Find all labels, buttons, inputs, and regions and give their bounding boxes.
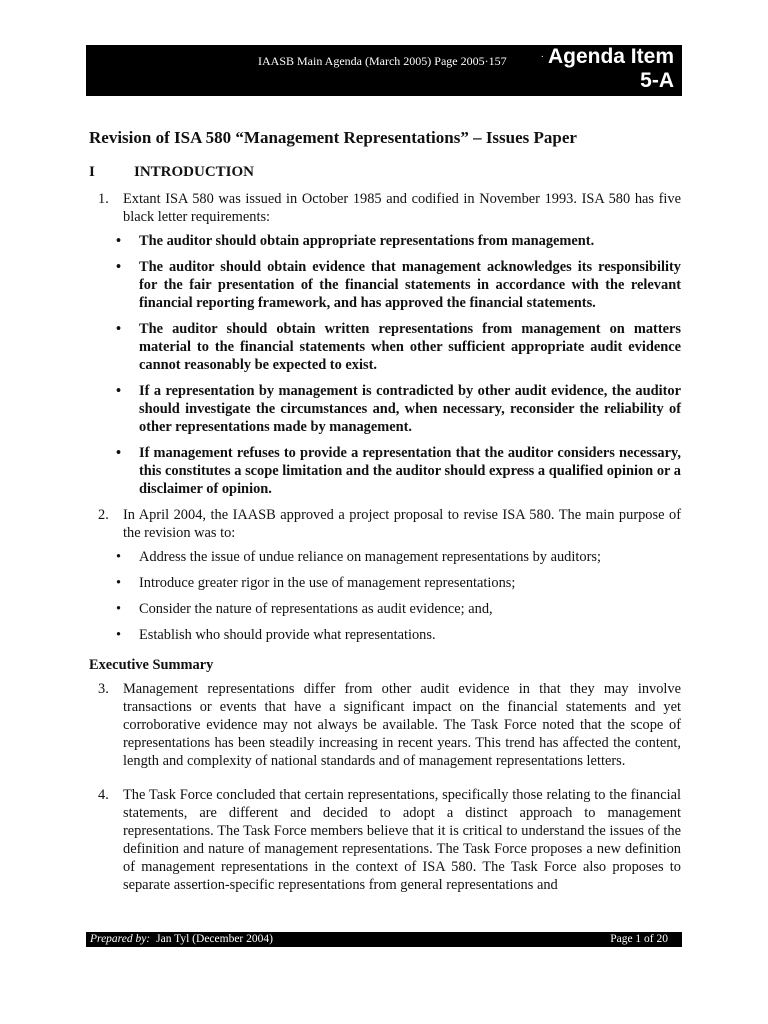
- paragraph-number: 3.: [98, 681, 109, 697]
- header-dot: ·: [540, 51, 544, 63]
- document-body: [89, 190, 681, 900]
- paragraph-1: [89, 190, 681, 226]
- list-item: • If a representation by management is contradicted by other audit evidence, the auditor should investigate the circumstances and, when necessary, reconsider the reliability of other representations made by management.: [89, 382, 681, 436]
- list-item: • If management refuses to provide a representation that the auditor considers necessary, this constitutes a scope limitation and the auditor should express a qualified opinion or a disclaimer of opinion.: [89, 444, 681, 498]
- page-number: Page 1 of 20: [610, 933, 668, 945]
- paragraph-2: [89, 506, 681, 542]
- agenda-item-line2: 5-A: [640, 69, 674, 93]
- document-title: Revision of ISA 580 “Management Representations” – Issues Paper: [89, 128, 577, 147]
- list-item: • Establish who should provide what representations.: [89, 626, 681, 644]
- paragraph-text: In April 2004, the IAASB approved a project proposal to revise ISA 580. The main purpose of the revision was to:: [123, 507, 681, 541]
- footer-prepared-by: [90, 932, 273, 947]
- agenda-item-line1: Agenda Item: [547, 45, 674, 68]
- header-bar: [86, 45, 682, 96]
- list-item: • The auditor should obtain evidence that management acknowledges its responsibility for the fair presentation of the financial statements in accordance with the relevant financial reporting framework, and has approved the financial statements.: [89, 258, 681, 312]
- list-item: • The auditor should obtain appropriate representations from management.: [89, 232, 681, 250]
- paragraph-3: [89, 680, 681, 770]
- section-title: INTRODUCTION: [134, 164, 255, 180]
- list-item: • Consider the nature of representations as audit evidence; and,: [89, 600, 681, 618]
- footer-bar: [86, 932, 682, 947]
- list-item: • Introduce greater rigor in the use of management representations;: [89, 574, 681, 592]
- list-item: • Address the issue of undue reliance on management representations by auditors;: [89, 548, 681, 566]
- prepared-by-label: Prepared by:: [90, 933, 151, 945]
- requirements-list: [89, 232, 681, 498]
- paragraph-4: [89, 786, 681, 894]
- purpose-list: [89, 548, 681, 644]
- paragraph-text: The Task Force concluded that certain representations, specifically those relating to the financial statements, are different and decided to adopt a distinct approach to management representations. The Task Force members believe that it is critical to understand the issues of the definition and nature of management representations. The Task Force proposes a new definition of management representations in the context of ISA 580. The Task Force also proposes to separate assertion-specific representations from general representations and: [123, 787, 681, 893]
- section-number: I: [89, 164, 95, 180]
- paragraph-text: Extant ISA 580 was issued in October 1985 and codified in November 1993. ISA 580 has five black letter requirements:: [123, 191, 681, 225]
- prepared-by-value: Jan Tyl (December 2004): [156, 933, 273, 945]
- agenda-item-label: [514, 45, 674, 93]
- paragraph-number: 2.: [98, 507, 109, 523]
- header-meta: IAASB Main Agenda (March 2005) Page 2005·157: [258, 54, 507, 68]
- paragraph-number: 4.: [98, 787, 109, 803]
- paragraph-text: Management representations differ from other audit evidence in that they may involve transactions or events that have a significant impact on the financial statements and yet corroborative evidence may not always be available. The Task Force noted that the scope of representations has been steadily increasing in recent years. This trend has affected the content, length and complexity of national standards and of management representations letters.: [123, 681, 681, 769]
- executive-summary-heading: Executive Summary: [89, 657, 214, 673]
- list-item: • The auditor should obtain written representations from management on matters material to the financial statements when other sufficient appropriate audit evidence cannot reasonably be expected to exist.: [89, 320, 681, 374]
- section-heading: [89, 164, 254, 181]
- paragraph-number: 1.: [98, 191, 109, 207]
